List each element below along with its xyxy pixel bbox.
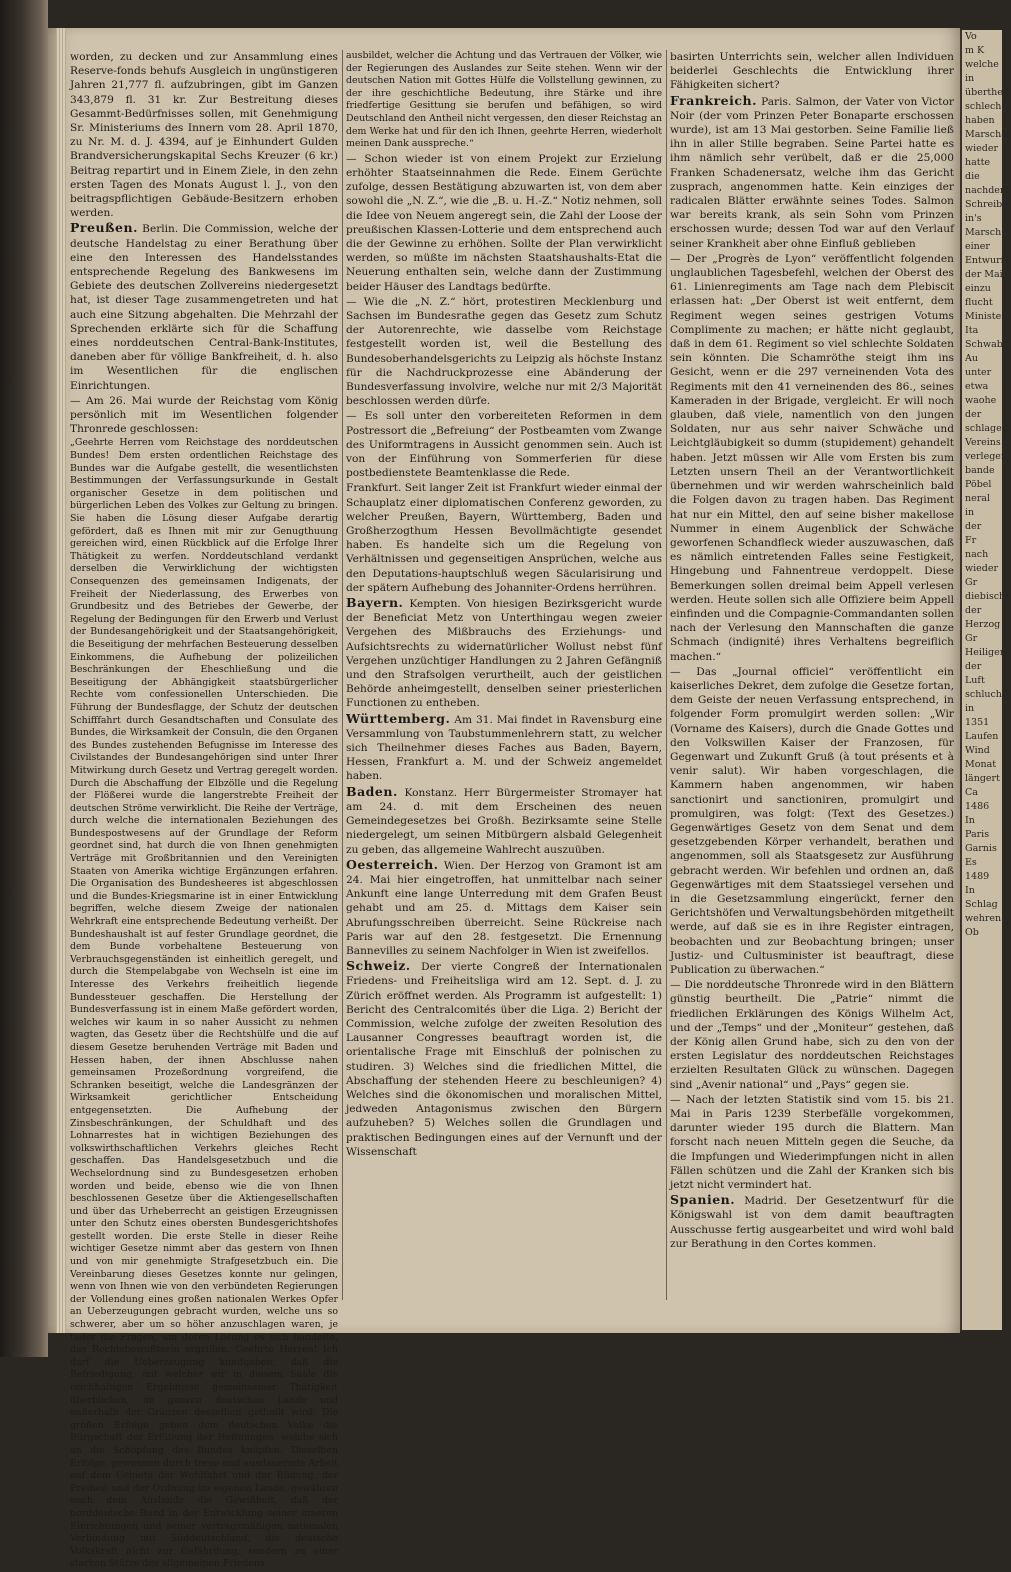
- article-paragraph: [346, 481, 662, 595]
- article-paragraph: [346, 959, 662, 1159]
- next-page-fragment: flucht: [965, 297, 993, 308]
- paragraph-text: Wien. Der Herzog von Gramont ist am 24. Mai hier eingetroffen, hat unmittelbar nach seiner Ankunft eine lange Unterredung mit dem Grafen Beust gehabt und am 25. d. Mittags dem Kaiser sein Abrufungsschreiben überreicht. Seine Rückreise nach Paris war auf den 28. festgesetzt. Die Ernennung Bannevilles zu seinem Nachfolger in Wien ist zweifellos.: [346, 859, 662, 957]
- next-page-fragment: die: [965, 171, 980, 182]
- paragraph-text: Am 31. Mai findet in Ravensburg eine Versammlung von Taubstummenlehrern statt, zu welcher sich Theilnehmer dieses Faches aus Baden, Bayern, Hessen, Frankfurt a. M. und der Schweiz angemeldet haben.: [346, 713, 662, 783]
- article-paragraph: [346, 785, 662, 857]
- next-page-fragment: etwa: [965, 381, 989, 392]
- paragraph-text: — Wie die „N. Z.“ hört, protestiren Mecklenburg und Sachsen im Bundesrathe gegen das Gesetz zum Schutz der Autorenrechte, wie dasselbe vom Reichstage festgestellt worden ist, weil die Bestellung des Bundesoberhandelsgerichts zu Leipzig als höchste Instanz für die Nachdruckprozesse eine Abänderung der Bundesverfassung involvire, welche nur mit 2/3 Majorität beschlossen werden dürfe.: [346, 295, 662, 408]
- next-page-fragment: unter: [965, 367, 992, 378]
- paragraph-text: ausbildet, welcher die Achtung und das Vertrauen der Völker, wie der Regierungen des Auslandes zur Seite stehen. Wenn wir der deutschen Nation mit Gottes Hülfe die Vollstellung gewinnen, zu der ihre geschichtliche Bedeutung, ihre Stärke und ihre friedfertige Gesittung sie berufen und befähigen, so wird Deutschland den Antheil nicht vergessen, den dieser Reichstag an dem Werke hat und für den ich Ihnen, geehrte Herren, wiederholt meinen Dank ausspreche.“: [346, 50, 663, 150]
- article-paragraph: [670, 1193, 954, 1251]
- paragraph-text: — Schon wieder ist von einem Projekt zur Erzielung erhöhter Staatseinnahmen die Rede. Einem Gerüchte zufolge, dessen Bestätigung abzuwarten ist, von dem aber sowohl die „N. Z.“, wie die „B. u. H.-Z.“ Notiz nehmen, soll die Idee von Neuem angeregt sein, die Zahl der Loose der preußischen Klassen-Lotterie und dem entsprechend auch die der Gewinne zu erhöhen. Sollte der Plan verwirklicht werden, so müßte im nächsten Staatshaushalts-Etat die Neuerung enthalten sein, welche dann der Zustimmung beider Häuser des Landtags bedürfte.: [346, 152, 662, 293]
- next-page-fragment: welche: [965, 59, 999, 70]
- next-page-fragment: neral: [965, 493, 990, 504]
- article-paragraph: [346, 50, 662, 151]
- next-page-fragment: bande: [965, 465, 995, 476]
- paragraph-text: basirten Unterrichts sein, welcher allen Individuen beiderlei Geschlechts die Entwicklung ihrer Fähigkeiten sichert?: [670, 51, 954, 92]
- next-page-fragment: Minister: [965, 311, 1006, 322]
- next-page-fragment: Schwabe: [965, 339, 1009, 350]
- book-binding-edge: [0, 0, 48, 1357]
- article-paragraph: [670, 665, 954, 977]
- next-page-fragment: Heiligen: [965, 647, 1006, 658]
- next-page-fragment: in: [965, 73, 975, 84]
- next-page-fragment: der: [965, 661, 982, 672]
- next-page-fragment: Marschal: [965, 129, 1010, 140]
- next-page-fragment: Laufen: [965, 731, 999, 742]
- text-column-3: [670, 50, 954, 1252]
- next-page-fragment: Luft: [965, 675, 985, 686]
- next-page-fragment: Vo: [965, 31, 977, 42]
- next-page-fragment: diebische: [965, 591, 1011, 602]
- next-page-fragment: 1489: [965, 871, 990, 882]
- next-page-fragment: der Mai: [965, 269, 1003, 280]
- next-page-fragment: Marsch: [965, 227, 1002, 238]
- next-page-fragment: In: [965, 885, 975, 896]
- next-page-fragment: hatte: [965, 157, 991, 168]
- next-page-fragment: 1351: [965, 717, 990, 728]
- article-paragraph: [670, 1093, 954, 1192]
- paragraph-text: Der vierte Congreß der Internationalen Friedens- und Freiheitsliga wird am 12. Sept. d. J. zu Zürich eröffnet werden. Als Programm ist aufgestellt: 1) Bericht des Centralcomités über die Liga. 2) Bericht der Commission, welche zufolge der zweiten Resolution des Lausanner Congresses beauftragt worden ist, die orientalische Frage mit Einschluß der polnischen zu studiren. 3) Welches sind die friedlichen Mittel, die Abschaffung der stehenden Heere zu beschleunigen? 4) Welches sind die ökonomischen und moralischen Mittel, jedweden Antagonismus zwischen den Bürgern aufzuheben? 5) Welches sollen die Grundlagen und praktischen Bedingungen eines auf der Vernunft und der Wissenschaft: [346, 961, 662, 1158]
- section-heading: Württemberg.: [346, 710, 451, 726]
- next-page-fragment: schlech: [965, 101, 1002, 112]
- text-column-2: [346, 50, 662, 1160]
- next-page-fragment: einer: [965, 241, 990, 252]
- article-paragraph: [670, 94, 954, 251]
- paragraph-text: Berlin. Die Commission, welche der deutsche Handelstag zu einer Berathung über eine den Interessen des Handelsstandes entsprechende Regelung des Bankwesens im Gebiete des deutschen Zollvereins niedergesetzt hat, ist dieser Tage zusammengetreten und hat auch eine Sitzung abgehalten. Die Mehrzahl der Sprechenden erklärte sich für die Schaffung eines norddeutschen Central-Bank-Institutes, daneben aber für völlige Bankfreiheit, d. h. also im Wesentlichen für die englischen Einrichtungen.: [70, 223, 338, 392]
- paragraph-text: Kempten. Von hiesigen Bezirksgericht wurde der Beneficiat Metz von Unterthingau wegen zweier Vergehen des Mißbrauchs des Erziehungs- und Aufsichtsrechts zu widernatürlicher Wollust nebst fünf Vergehen unzüchtiger Handlungen zu 2 Jahren Gefängniß und den Strafsolgen verurtheilt, auch der geistlichen Behörde anheimgestellt, denselben seiner priesterlichen Functionen zu entheben.: [346, 598, 662, 710]
- next-page-fragment: Ita: [965, 325, 979, 336]
- paragraph-text: worden, zu decken und zur Ansammlung eines Reserve-fonds behufs Ausgleich in ungünstigeren Jahren 21,777 fl. aufzubringen, gibt im Ganzen 343,879 fl. 31 kr. Zur Bestreitung dieses Gesammt-Bedürfnisses sollen, mit Genehmigung Sr. Ministeriums des Innern vom 28. April 1870, zu Nr. M. d. J. 4394, auf je Einhundert Gulden Brandversicherungskapital Sechs Kreuzer (6 kr.) Beitrag repartirt und in Einem Ziele, in den zehn ersten Tagen des Monats August l. J., von den beitragspflichtigen Gebäude-Besitzern erhoben werden.: [70, 51, 338, 220]
- paragraph-text: „Geehrte Herren vom Reichstage des norddeutschen Bundes! Dem ersten ordentlichen Reichstage des Bundes war die Aufgabe gestellt, die wesentlichsten Bestimmungen der Verfassungsurkunde in Gestalt organischer Gesetze in dem politischen und bürgerlichen Leben des Volkes zur Geltung zu bringen. Sie haben die Lösung dieser Aufgabe derartig gefördert, daß es Ihnen mit mir zur Genugthuung gereichen wird, einen Rückblick auf die Erfolge Ihrer Thätigkeit zu werfen. Norddeutschland verdankt derselben die Verwirklichung der wichtigsten Consequenzen des gemeinsamen Indigenats, der Freiheit der Niederlassung, des Erwerbes von Grundbesitz und des Betriebes der Gewerbe, der Regelung der Bedingungen für den Erwerb und Verlust der Bundesangehörigkeit und der Staatsangehörigkeit, die Beseitigung der mehrfachen Besteuerung desselben Einkommens, die Aufhebung der polizeilichen Beschränkungen der Eheschließung und die Beseitigung der Abhängigkeit staatsbürgerlicher Rechte vom confessionellen Unterschieden. Die Führung der Bundesflagge, der Schutz der deutschen Schifffahrt durch Gesandtschaften und Consulate des Bundes, die Wirksamkeit der Consuln, die den Organen des Bundes zustehenden Befugnisse im Interesse des Civilstandes der Bundesangehörigen sind unter Ihrer Mitwirkung durch Gesetz und Vertrag geregelt worden. Durch die Abschaffung der Elbzölle und die Regelung der Flößerei wurde die langerstrebte Freiheit der deutschen Ströme verwirklicht. Die Reihe der Verträge, durch welche die internationalen Beziehungen des Bundespostwesens auf der Grundlage der Reform geordnet sind, hat durch die von Ihnen genehmigten Verträge mit Großbritannien und den Vereinigten Staaten von Amerika wichtige Ergänzungen erfahren. Die Organisation des Bundesheeres ist abgeschlossen und die Bundes-Kriegsmarine ist in einer Entwicklung begriffen, welche diesem Zweige der nationalen Wehrkraft eine entsprechende Bedeutung verheißt. Der Bundeshaushalt ist auf fester Grundlage geordnet, die dem Bunde vorbehaltene Besteuerung von Verbrauchsgegenständen ist einheitlich geregelt, und durch die Stempelabgabe von Wechseln ist eine im Interesse des Verkehrs freiheitlich liegende Bundessteuer geschaffen. Die Herstellung der Bundesverfassung ist in einem Maße gefördert worden, welches wir kaum in so naher Aussicht zu nehmen wagten, das Gesetz über die Rechtshülfe und die auf diesem Gesetze beruhenden Verträge mit Baden und Hessen haben, der ihnen Abschlusse nahen gemeinsamen Prozeßordnung vorgreifend, die Schranken beseitigt, welche die Landesgränzen der Wirksamkeit gerichtlicher Entscheidung entgegensetzten. Die Aufhebung der Zinsbeschränkungen, der Schuldhaft und des Lohnarrestes hat in wichtigen Beziehungen des volkswirthschaftlichen Verkehrs gleiches Recht geschaffen. Das Handelsgesetzbuch und die Wechselordnung sind zu Bundesgesetzen erhoben worden und beide, ebenso wie die von Ihnen beschlossenen Gesetze über die Aktiengesellschaften und über das Urheberrecht an geistigen Erzeugnissen unter den Schutz eines obersten Bundesgerichtshofes gestellt worden. Die erste Stelle in dieser Reihe wichtiger Gesetze nimmt aber das gestern von Ihnen und von mir genehmigte Strafgesetzbuch ein. Die Vereinbarung dieses Gesetzes konnte nur gelingen, wenn von Ihnen wie von den verbündeten Regierungen der Vollendung eines großen nationalen Werkes Opfer an Ueberzeugungen gebracht wurden, welche uns so schwerer, aber um so höher anzuschlagen waren, je tiefer die Fragen, um deren Lösung es sich handelte, das Rechtsbewußtsein ergriffen. Geehrte Herren! Ich darf die Ueberzeugung kundgeben, daß die Befriedigung, mit welcher wir in diesem Saale die reichhaltigen Ergebnisse gemeinsamer Thätigkeit überblicken, im ganzen deutschen Lande und außerhalb der Gränzen desselben getheilt wird. Die großen Erfolge geben dem deutschen Volke die Bürgschaft der Erfüllung der Hoffnungen, welche sich an die Schöpfung des Bundes knüpfen. Dieselben Erfolge, gewonnen durch treue und ausdauernde Arbeit auf dem Gebiete der Wohlfahrt und der Bildung, der Freiheit und der Ordnung im eigenen Lande, gewähren auch dem Auslande die Gewißheit, daß der norddeutsche Bund in der Entwicklung seiner inneren Einrichtungen und seiner vertragsmäßigen nationalen Verbindung mit Süddeutschland, die deutsche Volkskraft nicht zur Gefährdung, sondern zu einer starken Stütze des allgemeinen Friedens: [70, 437, 338, 1570]
- next-page-fragment: Entwurf: [965, 255, 1005, 266]
- next-page-fragment: einzu: [965, 283, 991, 294]
- next-page-fragment: Vereins: [965, 437, 1001, 448]
- paragraph-text: Madrid. Der Gesetzentwurf für die Königswahl ist von dem damit beauftragten Ausschusse fertig ausgearbeitet und wird wohl bald zur Berathung in den Cortes kommen.: [670, 1195, 954, 1250]
- next-page-edge: [960, 30, 1011, 1330]
- article-paragraph: [70, 437, 338, 1570]
- column-rule: [342, 50, 343, 1300]
- next-page-fragment: verlegen: [965, 451, 1008, 462]
- section-heading: Baden.: [346, 783, 398, 799]
- next-page-fragment: Gr: [965, 633, 978, 644]
- paragraph-text: — Nach der letzten Statistik sind vom 15. bis 21. Mai in Paris 1239 Sterbefälle vorgekommen, darunter wieder 195 durch die Blattern. Man forscht nach neuen Mitteln gegen die Seuche, da die Impfungen und Wiederimpfungen nicht in allen Fällen schützen und die Zahl der Kranken sich bis jetzt nicht vermindert hat.: [670, 1093, 954, 1192]
- next-page-fragment: Au: [965, 353, 978, 364]
- paragraph-text: — Das „Journal officiel“ veröffentlicht ein kaiserliches Dekret, dem zufolge die Gesetze fortan, dem Geiste der neuen Verfassung entsprechend, in folgender Form promulgirt werden sollen: „Wir (Vorname des Kaisers), durch die Gnade Gottes und den Volkswillen Kaiser der Franzosen, für Gegenwart und Zukunft Gruß (à tout présents et à venir salut). Wir haben vorgeschlagen, die Kammern haben angenommen, wir haben sanctionirt und sanctioniren, promulgirt und promulgiren, was folgt: (Text des Gesetzes.) Gegenwärtiges Gesetz von dem Senat und dem gesetzgebenden Körper verhandelt, berathen und angenommen, soll als Staatsgesetz zur Ausführung gebracht werden. Wir befehlen und ordnen an, daß Gegenwärtiges mit dem Staatssiegel versehen und in die Gesetzsammlung eingerückt, ferner den Gerichtshöfen und Verwaltungsbehörden mitgetheilt werde, auf daß sie es in ihre Register eintragen, beobachten und zur Beobachtung bringen; unser Justiz- und Cultusminister ist beauftragt, diese Publication zu überwachen.“: [670, 665, 954, 976]
- section-heading: Spanien.: [670, 1192, 736, 1208]
- next-page-fragment: wieder: [965, 143, 999, 154]
- paragraph-text: — Die norddeutsche Thronrede wird in den Blättern günstig beurtheilt. Die „Patrie“ nimmt die friedlichen Erklärungen des Königs Wilhelm Act, und der „Temps“ und der „Moniteur“ gestehen, daß der König allen Grund habe, sich zu den von der ersten Legislatur des norddeutschen Reichstages erzielten Resultaten Glück zu wünschen. Dagegen sind „Avenir national“ und „Pays“ gegen sie.: [670, 979, 954, 1091]
- next-page-fragment: schlucht: [965, 689, 1006, 700]
- page-stack-edge: [56, 28, 66, 1333]
- next-page-fragment: Pöbel: [965, 479, 992, 490]
- next-page-fragment: Ca: [965, 787, 978, 798]
- next-page-fragment: Wind: [965, 745, 990, 756]
- next-page-fragment: wehren: [965, 913, 1002, 924]
- next-page-fragment: in: [965, 703, 975, 714]
- article-paragraph: [670, 978, 954, 1092]
- paragraph-text: — Am 26. Mai wurde der Reichstag vom König persönlich mit im Wesentlichen folgender Thronrede geschlossen:: [70, 394, 338, 436]
- next-page-fragment: 1486: [965, 801, 990, 812]
- next-page-fragment: In: [965, 815, 975, 826]
- next-page-fragment: Schreib: [965, 199, 1003, 210]
- article-paragraph: [346, 596, 662, 711]
- article-paragraph: [70, 394, 338, 437]
- article-paragraph: [346, 409, 662, 480]
- next-page-fragment: in: [965, 507, 975, 518]
- paragraph-text: — Der „Progrès de Lyon“ veröffentlicht folgenden unglaublichen Tagesbefehl, welchen der Oberst des 61. Linienregiments am Tage nach dem Plebiscit erlassen hat: „Der Oberst ist weit entfernt, dem Regiment wegen seines gestrigen Votums Complimente zu machen; er hätte nicht geglaubt, daß in dem 61. Regiment so viel schlechte Soldaten sein könnten. Die Schamröthe steigt ihm ins Gesicht, wenn er die 297 verneinenden Vota des Regiments mit den 41 verneinenden des 86., seines Kameraden in der Brigade, vergleicht. Er will noch glauben, daß viele, namentlich von den jungen Soldaten, nur aus sehr naiver Schwäche und Leichtgläubigkeit so dumm (stupidement) gehandelt haben. Jetzt müssen wir Alle vom Ersten bis zum Letzten unsern Theil an der Verantwortlichkeit übernehmen und wir werden wahrscheinlich bald die Folgen davon zu tragen haben. Das Regiment hat nur ein Mittel, den auf seine bisher makellose Nummer in einem Augenblick der Schwäche geworfenen Schandfleck wieder auszuwaschen, daß es nämlich eintretenden Falles seine Festigkeit, Hingebung und Fahnentreue verdoppelt. Diese Bemerkungen sollen dreimal beim Appell verlesen werden. Heute sollen sich alle Offiziere beim Appell einfinden und die Compagnie-Commandanten sollen nach der Verlesung den Mannschaften die ganze Schmach (indignité) ihres Verhaltens begreiflich machen.“: [670, 252, 954, 663]
- next-page-fragment: Es: [965, 857, 977, 868]
- next-page-fragment: Ob: [965, 927, 979, 938]
- next-page-fragment: in's: [965, 213, 982, 224]
- article-paragraph: [70, 50, 338, 220]
- next-page-fragment: nach: [965, 549, 989, 560]
- next-page-fragment: der: [965, 521, 982, 532]
- next-page-fragment: Gr: [965, 577, 978, 588]
- next-page-fragment: übertheil: [965, 87, 1009, 98]
- next-page-fragment: längert: [965, 773, 1000, 784]
- article-paragraph: [346, 295, 662, 409]
- section-heading: Preußen.: [70, 220, 138, 236]
- section-heading: Frankreich.: [670, 92, 757, 108]
- article-paragraph: [70, 221, 338, 392]
- paragraph-text: Konstanz. Herr Bürgermeister Stromayer hat am 24. d. mit dem Erscheinen des neuen Gemeindegesetzes bei Großh. Bezirksamte seine Stelle niedergelegt, um seinen Mitbürgern alsbald Gelegenheit zu geben, das allgemeine Wahlrecht auszuüben.: [346, 786, 662, 856]
- paragraph-text: — Es soll unter den vorbereiteten Reformen in dem Postressort die „Befreiung“ der Postbeamten vom Zwange des Uniformtragens in Aussicht genommen sein. Auch ist von der Einführung von Sommerferien für diese postbedienstete Beamtenklasse die Rede.: [346, 410, 662, 480]
- next-page-fragment: haben: [965, 115, 995, 126]
- next-page-fragment: waohe: [965, 395, 997, 406]
- next-page-fragment: wieder: [965, 563, 999, 574]
- next-page-fragment: der: [965, 605, 982, 616]
- text-column-1: [70, 50, 338, 1572]
- next-page-fragment: nachdem: [965, 185, 1009, 196]
- next-page-fragment: m K: [965, 45, 985, 56]
- next-page-fragment: Paris: [965, 829, 990, 840]
- next-page-fragment: Monat: [965, 759, 997, 770]
- column-rule: [666, 50, 667, 1300]
- article-paragraph: [346, 858, 662, 958]
- next-page-fragment: Fr: [965, 535, 977, 546]
- next-page-fragment: Schlag: [965, 899, 998, 910]
- article-paragraph: [670, 50, 954, 93]
- next-page-fragment: der: [965, 409, 982, 420]
- article-paragraph: [346, 712, 662, 784]
- next-page-fragment: schlagen: [965, 423, 1008, 434]
- paragraph-text: Frankfurt. Seit langer Zeit ist Frankfurt wieder einmal der Schauplatz einer diplomatischen Conferenz geworden, zu welcher Preußen, Bayern, Württemberg, Baden und Großherzogthum Hessen Bevollmächtigte gesendet haben. Es handelte sich um die Regelung von Verhältnissen und gegenseitigen Ansprüchen, welche aus den Deputations-hauptschluß wegen Säcularisirung und der spätern Aufhebung des Johanniter-Ordens herrühren.: [346, 482, 662, 594]
- article-paragraph: [670, 252, 954, 664]
- article-paragraph: [346, 152, 662, 294]
- section-heading: Bayern.: [346, 595, 404, 611]
- section-heading: Oesterreich.: [346, 856, 439, 872]
- paragraph-text: Paris. Salmon, der Vater von Victor Noir (der vom Prinzen Peter Bonaparte erschossen wurde), ist am 13 Mai gestorben. Seine Familie ließ ihn in aller Stille begraben. Seine Partei hatte es ihm nämlich sehr verübelt, daß er die 25,000 Franken Schadenersatz, welche ihm das Gericht zusprach, angenommen hatte. Kein einziges der radicalen Blätter erwähnte seines Todes. Salmon war bereits krank, als sein Sohn vom Prinzen erschossen wurde; dessen Tod war auf den Verlauf seiner Krankheit aber ohne Einfluß geblieben: [670, 95, 954, 250]
- section-heading: Schweiz.: [346, 958, 411, 974]
- next-page-fragment: Herzog: [965, 619, 1001, 630]
- next-page-fragment: Garnis: [965, 843, 997, 854]
